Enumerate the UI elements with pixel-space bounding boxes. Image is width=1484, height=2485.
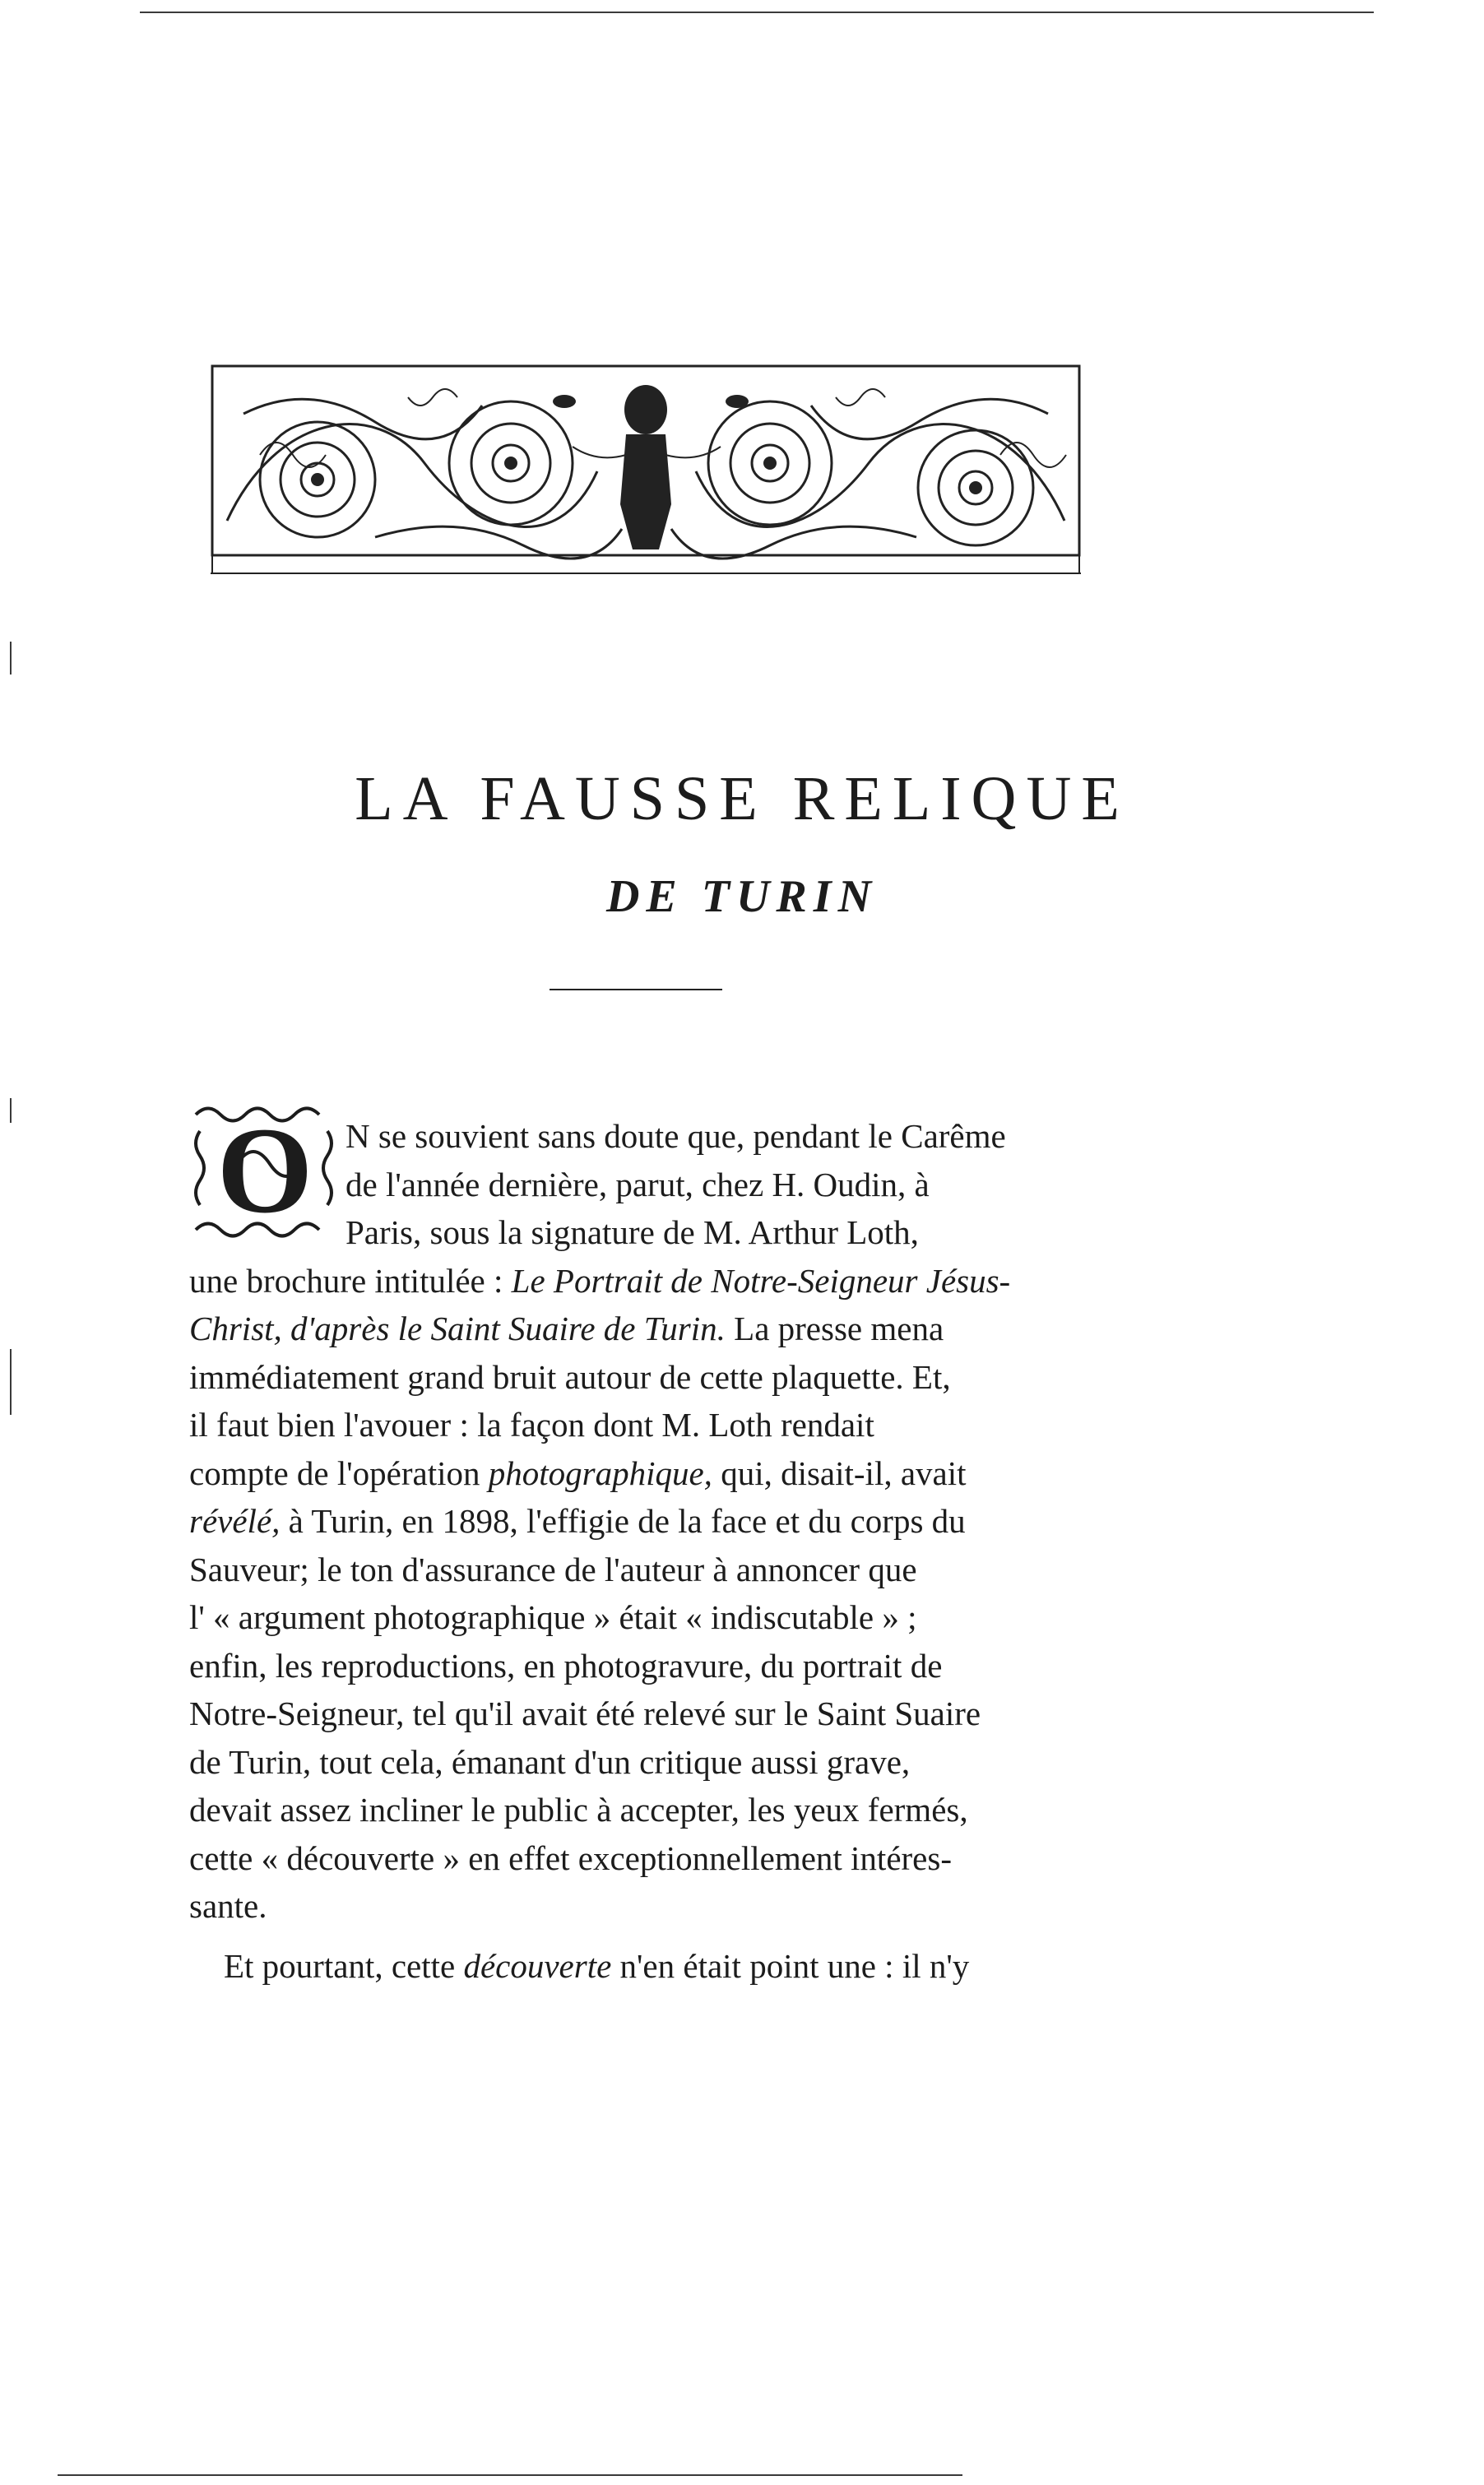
line: compte de l'opération: [189, 1453, 489, 1492]
italic-word: découverte: [463, 1946, 612, 1985]
line: devait assez incliner le public à accepter, les yeux fermés,: [189, 1791, 968, 1829]
scan-edge-left-3: [10, 1098, 12, 1123]
line: Sauveur; le ton d'assurance de l'auteur à annoncer que: [189, 1550, 917, 1588]
scan-edge-bottom: [58, 2474, 962, 2476]
line: il faut bien l'avouer : la façon dont M. Loth rendait: [189, 1406, 874, 1444]
line: une brochure intitulée :: [189, 1261, 512, 1300]
page-title: LA FAUSSE RELIQUE: [355, 764, 1129, 833]
scan-edge-left-1: [10, 642, 12, 675]
line: Notre-Seigneur, tel qu'il avait été relevé sur le Saint Suaire: [189, 1695, 981, 1732]
line: immédiatement grand bruit autour de cette plaquette. Et,: [189, 1357, 951, 1396]
italic-word: révélé,: [189, 1502, 281, 1540]
body-text: [189, 1112, 1069, 1990]
line: de l'année dernière, parut, chez H. Oudin, à: [345, 1165, 930, 1203]
dropcap-letter: O: [216, 1102, 313, 1239]
paragraph-1: [189, 1112, 1069, 1931]
line: se souvient sans doute que, pendant le Carême: [369, 1117, 1006, 1155]
ornamental-headpiece: [211, 364, 1081, 576]
scan-edge-top: [140, 12, 1374, 13]
line: de Turin, tout cela, émanant d'un critique aussi grave,: [189, 1742, 911, 1781]
line: Et pourtant, cette: [224, 1946, 464, 1985]
line: cette « découverte » en effet exceptionnellement intéres-: [189, 1838, 952, 1877]
paragraph-2: [189, 1942, 1069, 1991]
line: sante.: [189, 1887, 267, 1925]
line: n'en était point une : il n'y: [611, 1946, 970, 1985]
line: l' « argument photographique » était « indiscutable » ;: [189, 1598, 917, 1636]
italic-word: photographique,: [488, 1453, 712, 1492]
italic-title: Le Portrait de Notre-Seigneur Jésus-: [511, 1261, 1011, 1300]
scan-edge-left-2: [10, 1349, 12, 1415]
italic-title: Christ, d'après le Saint Suaire de Turin.: [189, 1310, 726, 1347]
line: à Turin, en 1898, l'effigie de la face et du corps du: [280, 1502, 966, 1540]
line: Paris, sous la signature de M. Arthur Loth,: [345, 1213, 919, 1251]
line: enfin, les reproductions, en photogravure, du portrait de: [189, 1646, 943, 1685]
title-rule: [550, 989, 722, 990]
page-subtitle: DE TURIN: [605, 871, 879, 922]
line: qui, disait-il, avait: [712, 1453, 967, 1492]
line: La presse mena: [725, 1310, 944, 1347]
lead-letter: N: [345, 1117, 370, 1155]
